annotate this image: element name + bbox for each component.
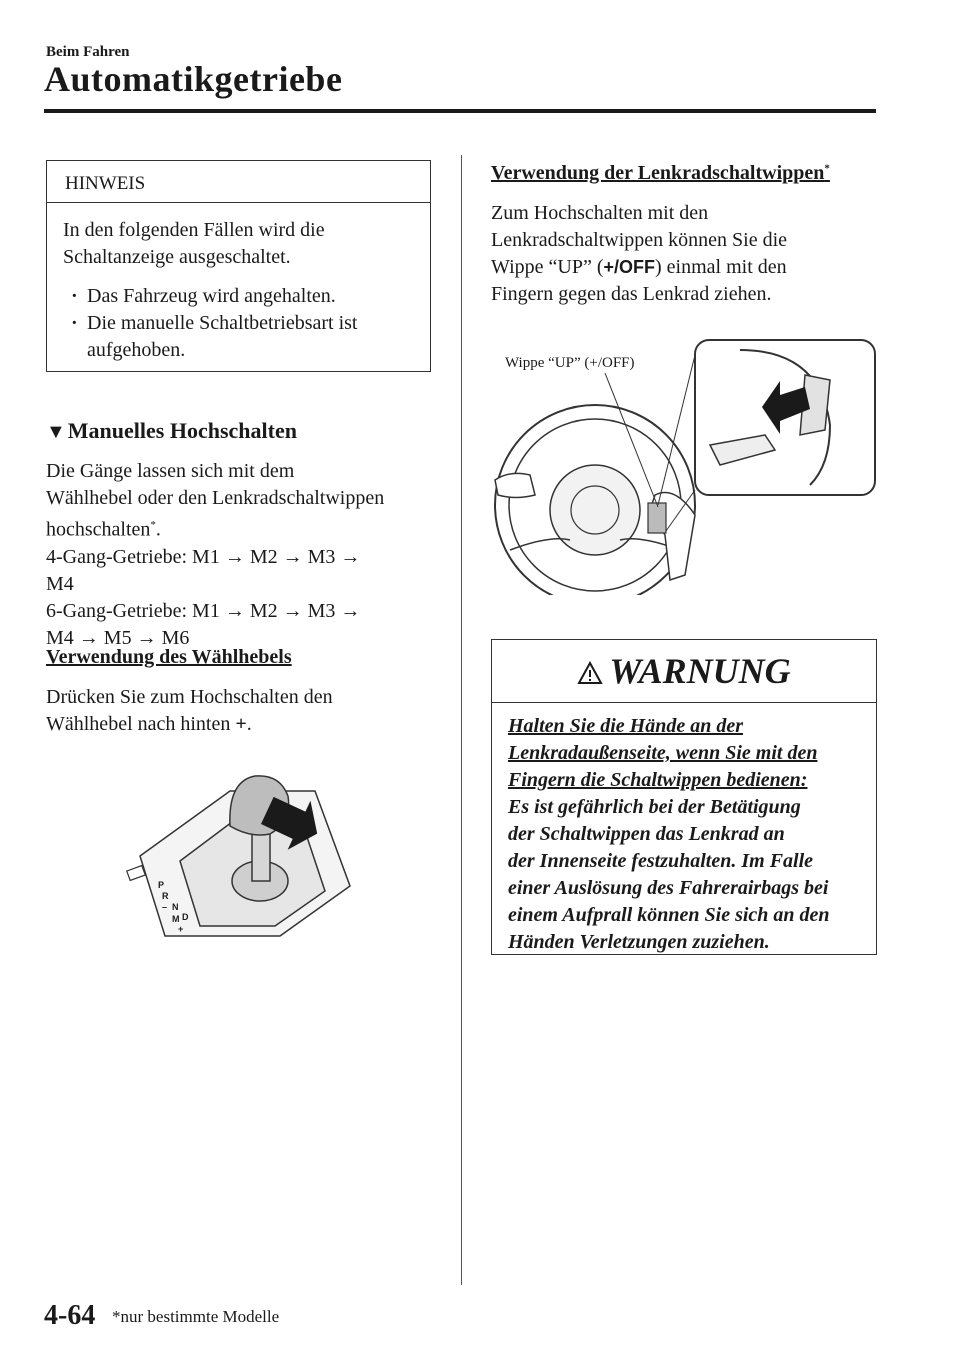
gear-lever-illustration: [120, 766, 360, 946]
gate-label: R: [162, 891, 169, 901]
text-line: [46, 512, 446, 544]
warning-text: [492, 703, 876, 956]
text-line: Drücken Sie zum Hochschalten den: [46, 686, 333, 708]
warning-line: der Innenseite festzuhalten. Im Falle: [508, 850, 814, 872]
warning-line: Lenkradaußenseite, wenn Sie mit den: [508, 742, 818, 764]
warning-box: [491, 639, 877, 955]
gear-sequence-4: 4-Gang-Getriebe: M1 → M2 → M3 →: [46, 545, 361, 568]
text-span: .: [246, 713, 252, 735]
text-line: Die Gänge lassen sich mit dem: [46, 460, 295, 482]
warning-triangle-icon: [577, 661, 603, 685]
gate-label: P: [158, 880, 165, 890]
title-rule: [44, 109, 876, 113]
warning-header: [492, 640, 876, 703]
text-span: Wählhebel nach hinten: [46, 713, 231, 735]
footnote: *nur bestimmte Modelle: [112, 1307, 280, 1326]
lever-heading: Verwendung des Wählhebels: [46, 646, 292, 668]
note-heading: HINWEIS: [47, 161, 430, 203]
footnote-marker: *: [824, 162, 830, 175]
warning-line: Händen Verletzungen zuziehen.: [508, 931, 770, 953]
text-span: Wippe “UP” (: [491, 256, 604, 278]
text-line: Wählhebel oder den Lenkradschaltwippen: [46, 487, 385, 509]
gate-label: M: [172, 914, 180, 924]
lever-text: [46, 684, 446, 738]
warning-line: Fingern die Schaltwippen bedienen:: [508, 769, 808, 791]
manual-upshift-heading: [46, 418, 297, 444]
text-line: Lenkradschaltwippen können Sie die: [491, 229, 788, 251]
gear-sequence-6-end: M4 → M5 → M6: [46, 626, 190, 649]
footnote-marker: *: [150, 519, 156, 531]
note-bullet: · Das Fahrzeug wird angehalten.: [63, 283, 420, 310]
triangle-down-icon: ▼: [46, 421, 66, 443]
paddles-heading: [491, 162, 830, 185]
warning-line: Es ist gefährlich bei der Betätigung: [508, 796, 801, 818]
warning-line: Halten Sie die Hände an der: [508, 715, 743, 737]
note-bullet: · Die manuelle Schaltbetriebsart ist aufgehoben.: [63, 310, 407, 364]
gate-label: D: [182, 912, 189, 922]
note-body: [47, 203, 430, 364]
column-divider: [461, 155, 462, 1285]
warning-line: einer Auslösung des Fahrerairbags bei: [508, 877, 829, 899]
gate-label: N: [172, 902, 179, 912]
gear-sequence-4-end: M4: [46, 572, 74, 595]
gate-label: –: [162, 902, 168, 912]
paddle-callout: Wippe “UP” (+/OFF): [505, 355, 635, 371]
note-intro: In den folgenden Fällen wird die Schaltanzeige ausgeschaltet.: [63, 219, 325, 268]
note-box: [46, 160, 431, 372]
text-span: .: [155, 518, 161, 541]
page-number: 4-64: [44, 1300, 96, 1331]
paddles-text: [491, 200, 871, 308]
warning-line: der Schaltwippen das Lenkrad an: [508, 823, 785, 845]
text-span: ) einmal mit den: [655, 256, 787, 278]
page-title: Automatikgetriebe: [44, 59, 343, 99]
plus-off-symbol: +/OFF: [603, 257, 656, 277]
text-line: Fingern gegen das Lenkrad ziehen.: [491, 283, 772, 305]
manual-upshift-heading-text: Manuelles Hochschalten: [67, 418, 297, 443]
manual-upshift-intro: [46, 458, 446, 652]
text-line: Zum Hochschalten mit den: [491, 202, 709, 224]
paddles-heading-text: Verwendung der Lenkradschaltwippen: [491, 162, 825, 184]
warning-heading: WARNUNG: [609, 651, 791, 691]
text-line: [491, 254, 871, 281]
warning-line: einem Aufprall können Sie sich an den: [508, 904, 830, 926]
note-bullet-list: [63, 283, 420, 364]
gate-label: +: [178, 924, 184, 934]
text-span: hochschalten: [46, 518, 151, 541]
gear-sequence-6: 6-Gang-Getriebe: M1 → M2 → M3 →: [46, 599, 361, 622]
section-label: Beim Fahren: [46, 44, 130, 60]
steering-wheel-illustration: [490, 335, 880, 595]
plus-symbol: +: [235, 713, 247, 735]
text-line: [46, 711, 446, 738]
